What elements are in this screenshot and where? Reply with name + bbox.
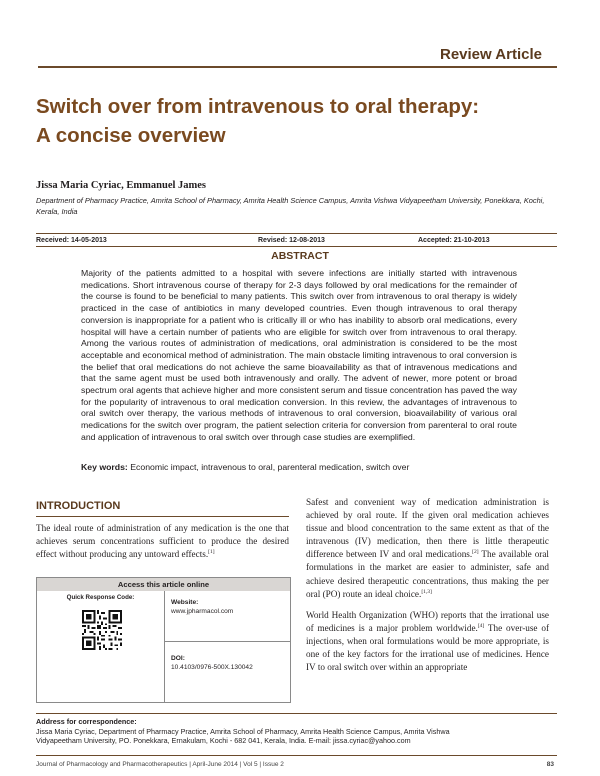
abstract-heading: ABSTRACT (271, 250, 329, 262)
access-online-box (36, 577, 291, 703)
col2-paragraph-2: World Health Organization (WHO) reports that the irrational use of medicines is a major problem worldwide.[4] The over-use of injections, when oral formulations would be more appropriate, is one of the key factors for the irrational use of medicines. Hence IV to oral switch over within an appropriate (306, 609, 550, 673)
citation-ref[interactable]: [1,3] (421, 588, 432, 595)
journal-footer: Journal of Pharmacology and Pharmacotherapeutics | April-June 2014 | Vol 5 | Issue 2 (36, 761, 284, 768)
introduction-heading: INTRODUCTION (36, 500, 121, 512)
introduction-rule (36, 516, 289, 517)
accepted-date: Accepted: 21-10-2013 (418, 237, 490, 244)
qr-cell (37, 591, 165, 702)
keywords-text: Economic impact, intravenous to oral, parenteral medication, switch over (130, 462, 410, 472)
doi-link[interactable]: 10.4103/0976-500X.130042 (171, 664, 253, 671)
article-type-label: Review Article (440, 46, 542, 63)
introduction-paragraph (36, 522, 289, 561)
correspondence-block (36, 717, 556, 746)
correspondence-rule (36, 713, 557, 714)
header-rule (38, 66, 557, 68)
title-line-1: Switch over from intravenous to oral therapy: (36, 95, 480, 118)
col2-paragraph-1: Safest and convenient way of medication administration is achieved by oral route. If the given oral medication achieves tissue and blood concentration to the same extent as that of the intravenous (IV) medication, then there is little therapeutic difference between IV and oral medications.[2] The available oral formulations in the market are easier to administer, safe and achieve desired therapeutic concentrations, thus making the per oral (PO) route an ideal choice.[1,3] (306, 497, 549, 599)
citation-ref[interactable]: [2] (472, 549, 479, 556)
doi-label: DOI: (171, 655, 185, 662)
dates-top-rule (36, 233, 557, 234)
website-label: Website: (171, 599, 199, 606)
abstract-text: Majority of the patients admitted to a hospital with severe infections are initially started with intravenous medications. Short intravenous course of therapy for 2-3 days followed by oral medications for the remainder of the course is found to be beneficial to many patients. This switch over from intravenous to oral therapy is widely practiced in the case of antibiotics in many developed countries. Even though intravenous to oral therapy conversion is inappropriate for a patient who is critically ill or who has inability to absorb oral medications, every hospital will have a certain number of patients who are eligible for switch over from intravenous to oral therapy. Among the various routes of administration of medications, oral administration is considered to be the most acceptable and economical method of administration. The main obstacle limiting intravenous to oral conversion is the belief that oral medications do not achieve the same bioavailability as that of intravenous medications and that the same agent must be used both intravenously and orally. The advent of newer, more potent or broad spectrum oral agents that achieve higher and more consistent serum and tissue concentration has paved the way for the popularity of intravenous to oral medication conversion. In this review, the advantages of intravenous to oral switch over therapy, the various methods of intravenous to oral conversion, bioavailability of various oral medications for the switch over program, the patient selection criteria for conversion from parenteral to oral route and application of intravenous to oral switch over through case studies are exemplified. (81, 268, 517, 442)
abstract-body (81, 268, 517, 444)
article-title (36, 92, 556, 150)
affiliation: Department of Pharmacy Practice, Amrita School of Pharmacy, Amrita Health Science Campus, Amrita Vishwa Vidyapeetham University, Ponekkara, Kochi, Kerala, India (36, 196, 545, 216)
revised-date: Revised: 12-08-2013 (258, 237, 325, 244)
qr-code-icon[interactable] (82, 610, 122, 650)
column-2-text (306, 496, 549, 674)
authors: Jissa Maria Cyriac, Emmanuel James (36, 180, 207, 191)
keywords (81, 462, 517, 472)
correspondence-line-2: Vidyapeetham University, PO. Ponekkara, Ernakulam, Kochi - 682 041, Kerala, India. E-mail: jissa.cyriac@yahoo.com (36, 736, 411, 745)
correspondence-line-1: Jissa Maria Cyriac, Department of Pharmacy Practice, Amrita School of Pharmacy, Amrita Health Science Campus, Amrita Vishwa (36, 726, 450, 736)
intro-para-text: The ideal route of administration of any medication is the one that achieves serum concentrations sufficient to produce the desired effect without producing any untoward effects. (36, 523, 289, 559)
website-cell (165, 591, 290, 642)
footer-rule (36, 755, 557, 756)
citation-ref[interactable]: [4] (477, 622, 485, 629)
doi-cell (165, 641, 290, 702)
keywords-label: Key words: (81, 462, 128, 472)
received-date: Received: 14-05-2013 (36, 237, 107, 244)
website-link[interactable]: www.jpharmacol.com (171, 608, 234, 615)
title-line-2: A concise overview (36, 124, 226, 147)
qr-label: Quick Response Code: (66, 594, 135, 601)
dates-row (36, 237, 557, 246)
citation-ref[interactable]: [1] (208, 548, 215, 555)
page-number: 83 (546, 761, 554, 768)
dates-bottom-rule (36, 246, 557, 247)
correspondence-heading: Address for correspondence: (36, 717, 137, 726)
access-box-title: Access this article online (37, 578, 290, 591)
